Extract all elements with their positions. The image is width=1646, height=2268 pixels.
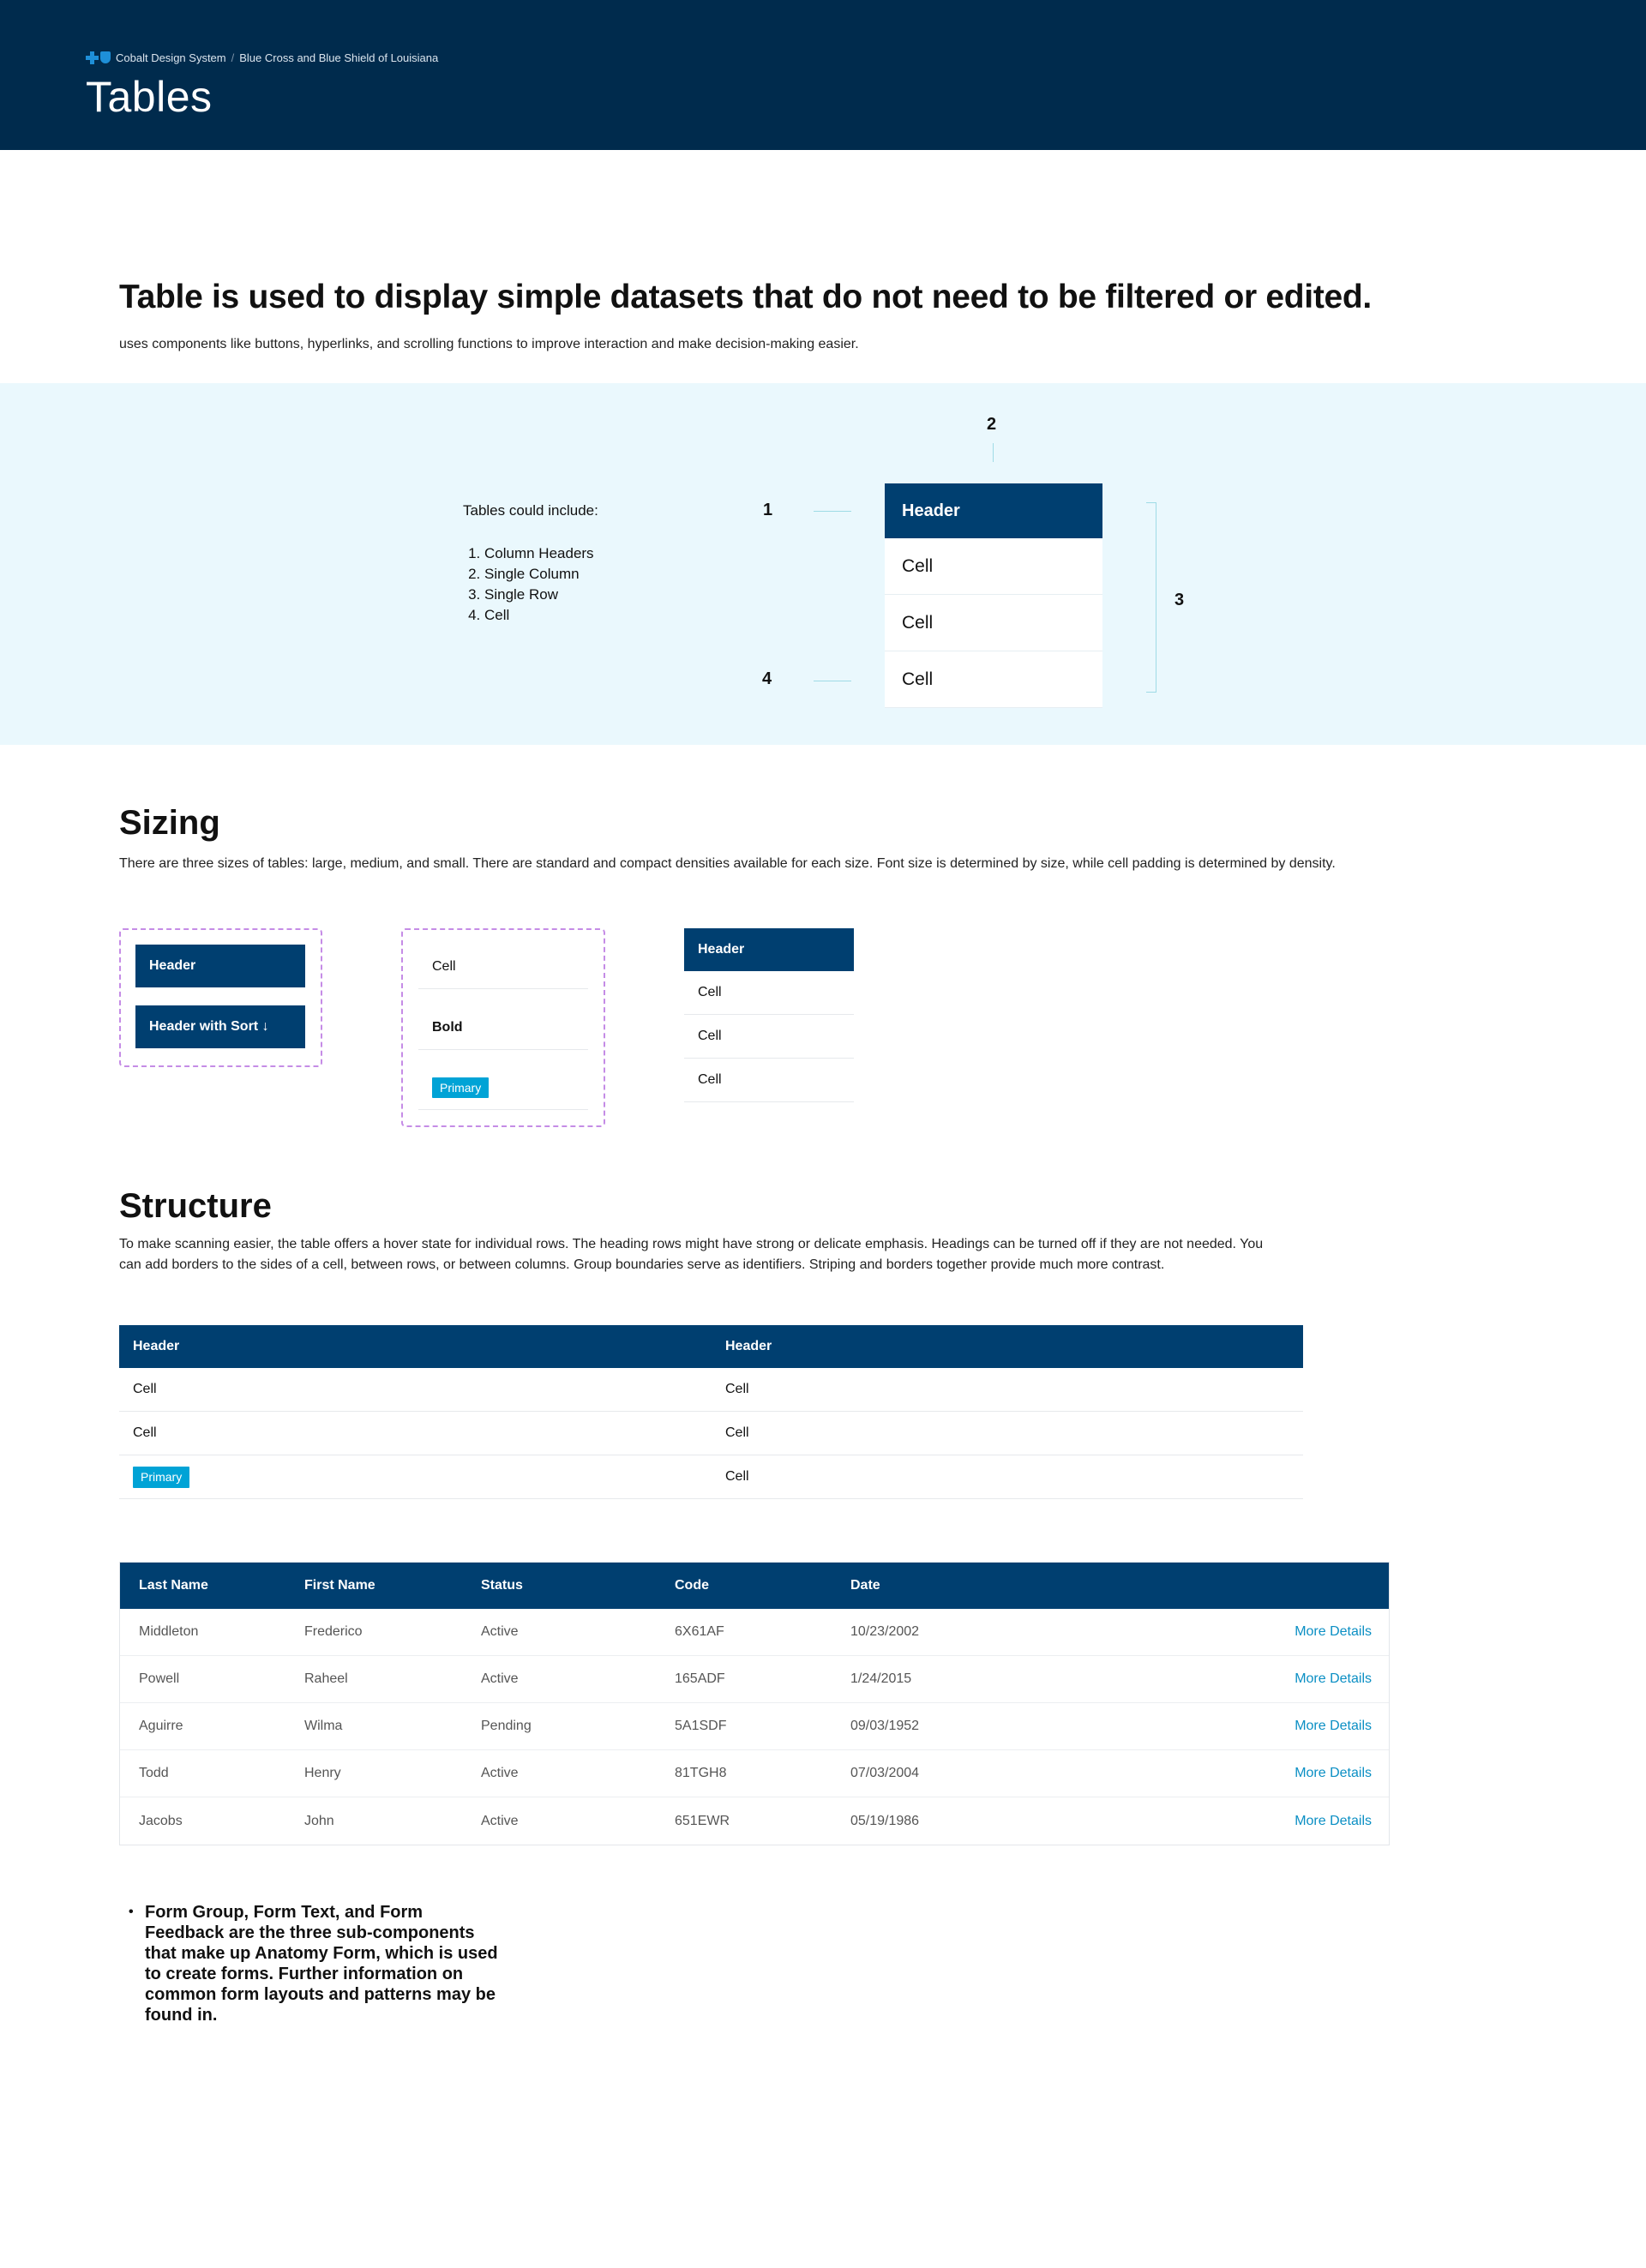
callout-3: 3 <box>1174 591 1185 609</box>
table-cell: Active <box>481 1671 519 1686</box>
column-header-date[interactable]: Date <box>850 1578 880 1593</box>
table-row[interactable] <box>120 1656 1389 1703</box>
table-cell: Wilma <box>304 1719 343 1733</box>
more-details-link[interactable]: More Details <box>1295 1813 1372 1828</box>
table-cell: 05/19/1986 <box>850 1813 920 1828</box>
status-badge: Primary <box>432 1077 489 1098</box>
table-cell: Cell <box>133 1382 157 1396</box>
table-cell: Active <box>481 1766 519 1780</box>
column-header-code[interactable]: Code <box>675 1578 709 1593</box>
table-cell: Frederico <box>304 1624 363 1639</box>
table-cell: Cell <box>133 1425 157 1440</box>
table-cell: 165ADF <box>675 1671 725 1686</box>
more-details-link[interactable]: More Details <box>1295 1624 1372 1639</box>
table-cell: 81TGH8 <box>675 1766 727 1780</box>
intro-description: uses components like buttons, hyperlinks, and scrolling functions to improve interaction and make decision-making easier. <box>119 337 859 351</box>
callout-1: 1 <box>763 501 773 519</box>
page-title: Tables <box>86 73 213 121</box>
breadcrumb-item[interactable]: Blue Cross and Blue Shield of Louisiana <box>239 51 439 64</box>
table-cell: Cell <box>684 971 854 1015</box>
table-header-row <box>120 1563 1389 1609</box>
anatomy-band <box>0 383 1646 745</box>
table-cell: 09/03/1952 <box>850 1719 920 1733</box>
table-cell: 07/03/2004 <box>850 1766 920 1780</box>
table-row[interactable] <box>120 1703 1389 1750</box>
callout-line <box>814 511 851 512</box>
cross-shield-logo-icon[interactable] <box>86 51 111 64</box>
table-cell: 10/23/2002 <box>850 1624 920 1639</box>
breadcrumb <box>86 50 438 65</box>
table-cell: Middleton <box>139 1624 199 1639</box>
table-cell: 1/24/2015 <box>850 1671 912 1686</box>
more-details-link[interactable]: More Details <box>1295 1766 1372 1780</box>
table-row[interactable] <box>120 1609 1389 1656</box>
callout-line <box>993 443 994 462</box>
table-cell: Cell <box>684 1015 854 1059</box>
table-cell: Pending <box>481 1719 532 1733</box>
column-header: Header <box>133 1339 180 1353</box>
table-header: Header <box>684 928 854 971</box>
breadcrumb-separator: / <box>231 51 235 64</box>
table-header-row <box>119 1325 1303 1368</box>
table-cell: Jacobs <box>139 1813 183 1828</box>
list-item: 4. Cell <box>484 605 594 626</box>
row-bracket <box>1146 502 1156 693</box>
table-header: Header <box>885 483 1102 538</box>
header-specimen: Header <box>135 945 305 987</box>
table-cell: Cell <box>885 595 1102 651</box>
column-header-last-name[interactable]: Last Name <box>139 1578 208 1593</box>
table-cell: Cell <box>725 1425 749 1440</box>
column-header-first-name[interactable]: First Name <box>304 1578 375 1593</box>
list-item: 3. Single Row <box>484 585 594 605</box>
includes-list <box>484 543 594 626</box>
header-with-sort-specimen[interactable]: Header with Sort ↓ <box>135 1005 305 1048</box>
cell-specimen: Cell <box>418 945 588 989</box>
column-header: Header <box>725 1339 772 1353</box>
table-cell: Cell <box>885 538 1102 595</box>
table-cell: Active <box>481 1624 519 1639</box>
list-item: 2. Single Column <box>484 564 594 585</box>
structure-table <box>119 1325 1303 1499</box>
sizing-title: Sizing <box>119 804 220 842</box>
table-cell: Todd <box>139 1766 169 1780</box>
table-cell: Aguirre <box>139 1719 183 1733</box>
table-cell: Active <box>481 1813 519 1828</box>
status-badge: Primary <box>133 1467 189 1488</box>
table-cell: Cell <box>725 1469 749 1484</box>
table-row[interactable] <box>119 1412 1303 1455</box>
table-row[interactable] <box>120 1797 1389 1845</box>
table-cell: Henry <box>304 1766 341 1780</box>
small-table <box>684 928 854 1102</box>
table-cell: Raheel <box>304 1671 348 1686</box>
bold-cell-specimen: Bold <box>418 1005 588 1050</box>
footer-note: • Form Group, Form Text, and Form Feedback are the three sub-components that make up Anatomy Form, which is used to create forms. Further information on common form layouts and patterns may be found in. <box>129 1902 506 2025</box>
table-cell: 5A1SDF <box>675 1719 727 1733</box>
anatomy-table <box>885 483 1102 708</box>
table-cell: John <box>304 1813 334 1828</box>
table-cell: Cell <box>684 1059 854 1102</box>
more-details-link[interactable]: More Details <box>1295 1671 1372 1686</box>
callout-2: 2 <box>987 415 997 434</box>
sizing-description: There are three sizes of tables: large, medium, and small. There are standard and compact densities available for each size. Font size is determined by size, while cell padding is determined by density. <box>119 856 1336 871</box>
table-row[interactable] <box>120 1750 1389 1797</box>
table-cell <box>119 1455 712 1498</box>
table-row[interactable] <box>119 1368 1303 1412</box>
table-row[interactable] <box>119 1455 1303 1499</box>
page-banner <box>0 0 1646 150</box>
table-cell: Cell <box>725 1382 749 1396</box>
breadcrumb-item[interactable]: Cobalt Design System <box>116 51 226 64</box>
data-table <box>119 1562 1390 1845</box>
list-item: 1. Column Headers <box>484 543 594 564</box>
table-cell: 651EWR <box>675 1813 730 1828</box>
badge-cell-specimen <box>418 1065 588 1110</box>
table-cell: Cell <box>885 651 1102 708</box>
more-details-link[interactable]: More Details <box>1295 1719 1372 1733</box>
column-header-status[interactable]: Status <box>481 1578 523 1593</box>
callout-4: 4 <box>762 669 772 688</box>
includes-title: Tables could include: <box>463 502 598 519</box>
intro-heading: Table is used to display simple datasets that do not need to be filtered or edited. <box>119 279 1372 315</box>
structure-title: Structure <box>119 1187 272 1225</box>
table-cell: 6X61AF <box>675 1624 724 1639</box>
structure-description: To make scanning easier, the table offers a hover state for individual rows. The heading rows might have strong or delicate emphasis. Headings can be turned off if they are not needed. You can add borders to the sides of a cell, between rows, or between columns. Group boundaries serve as identifiers. Striping and borders together provide much more contrast. <box>119 1237 1264 1272</box>
table-cell: Powell <box>139 1671 180 1686</box>
